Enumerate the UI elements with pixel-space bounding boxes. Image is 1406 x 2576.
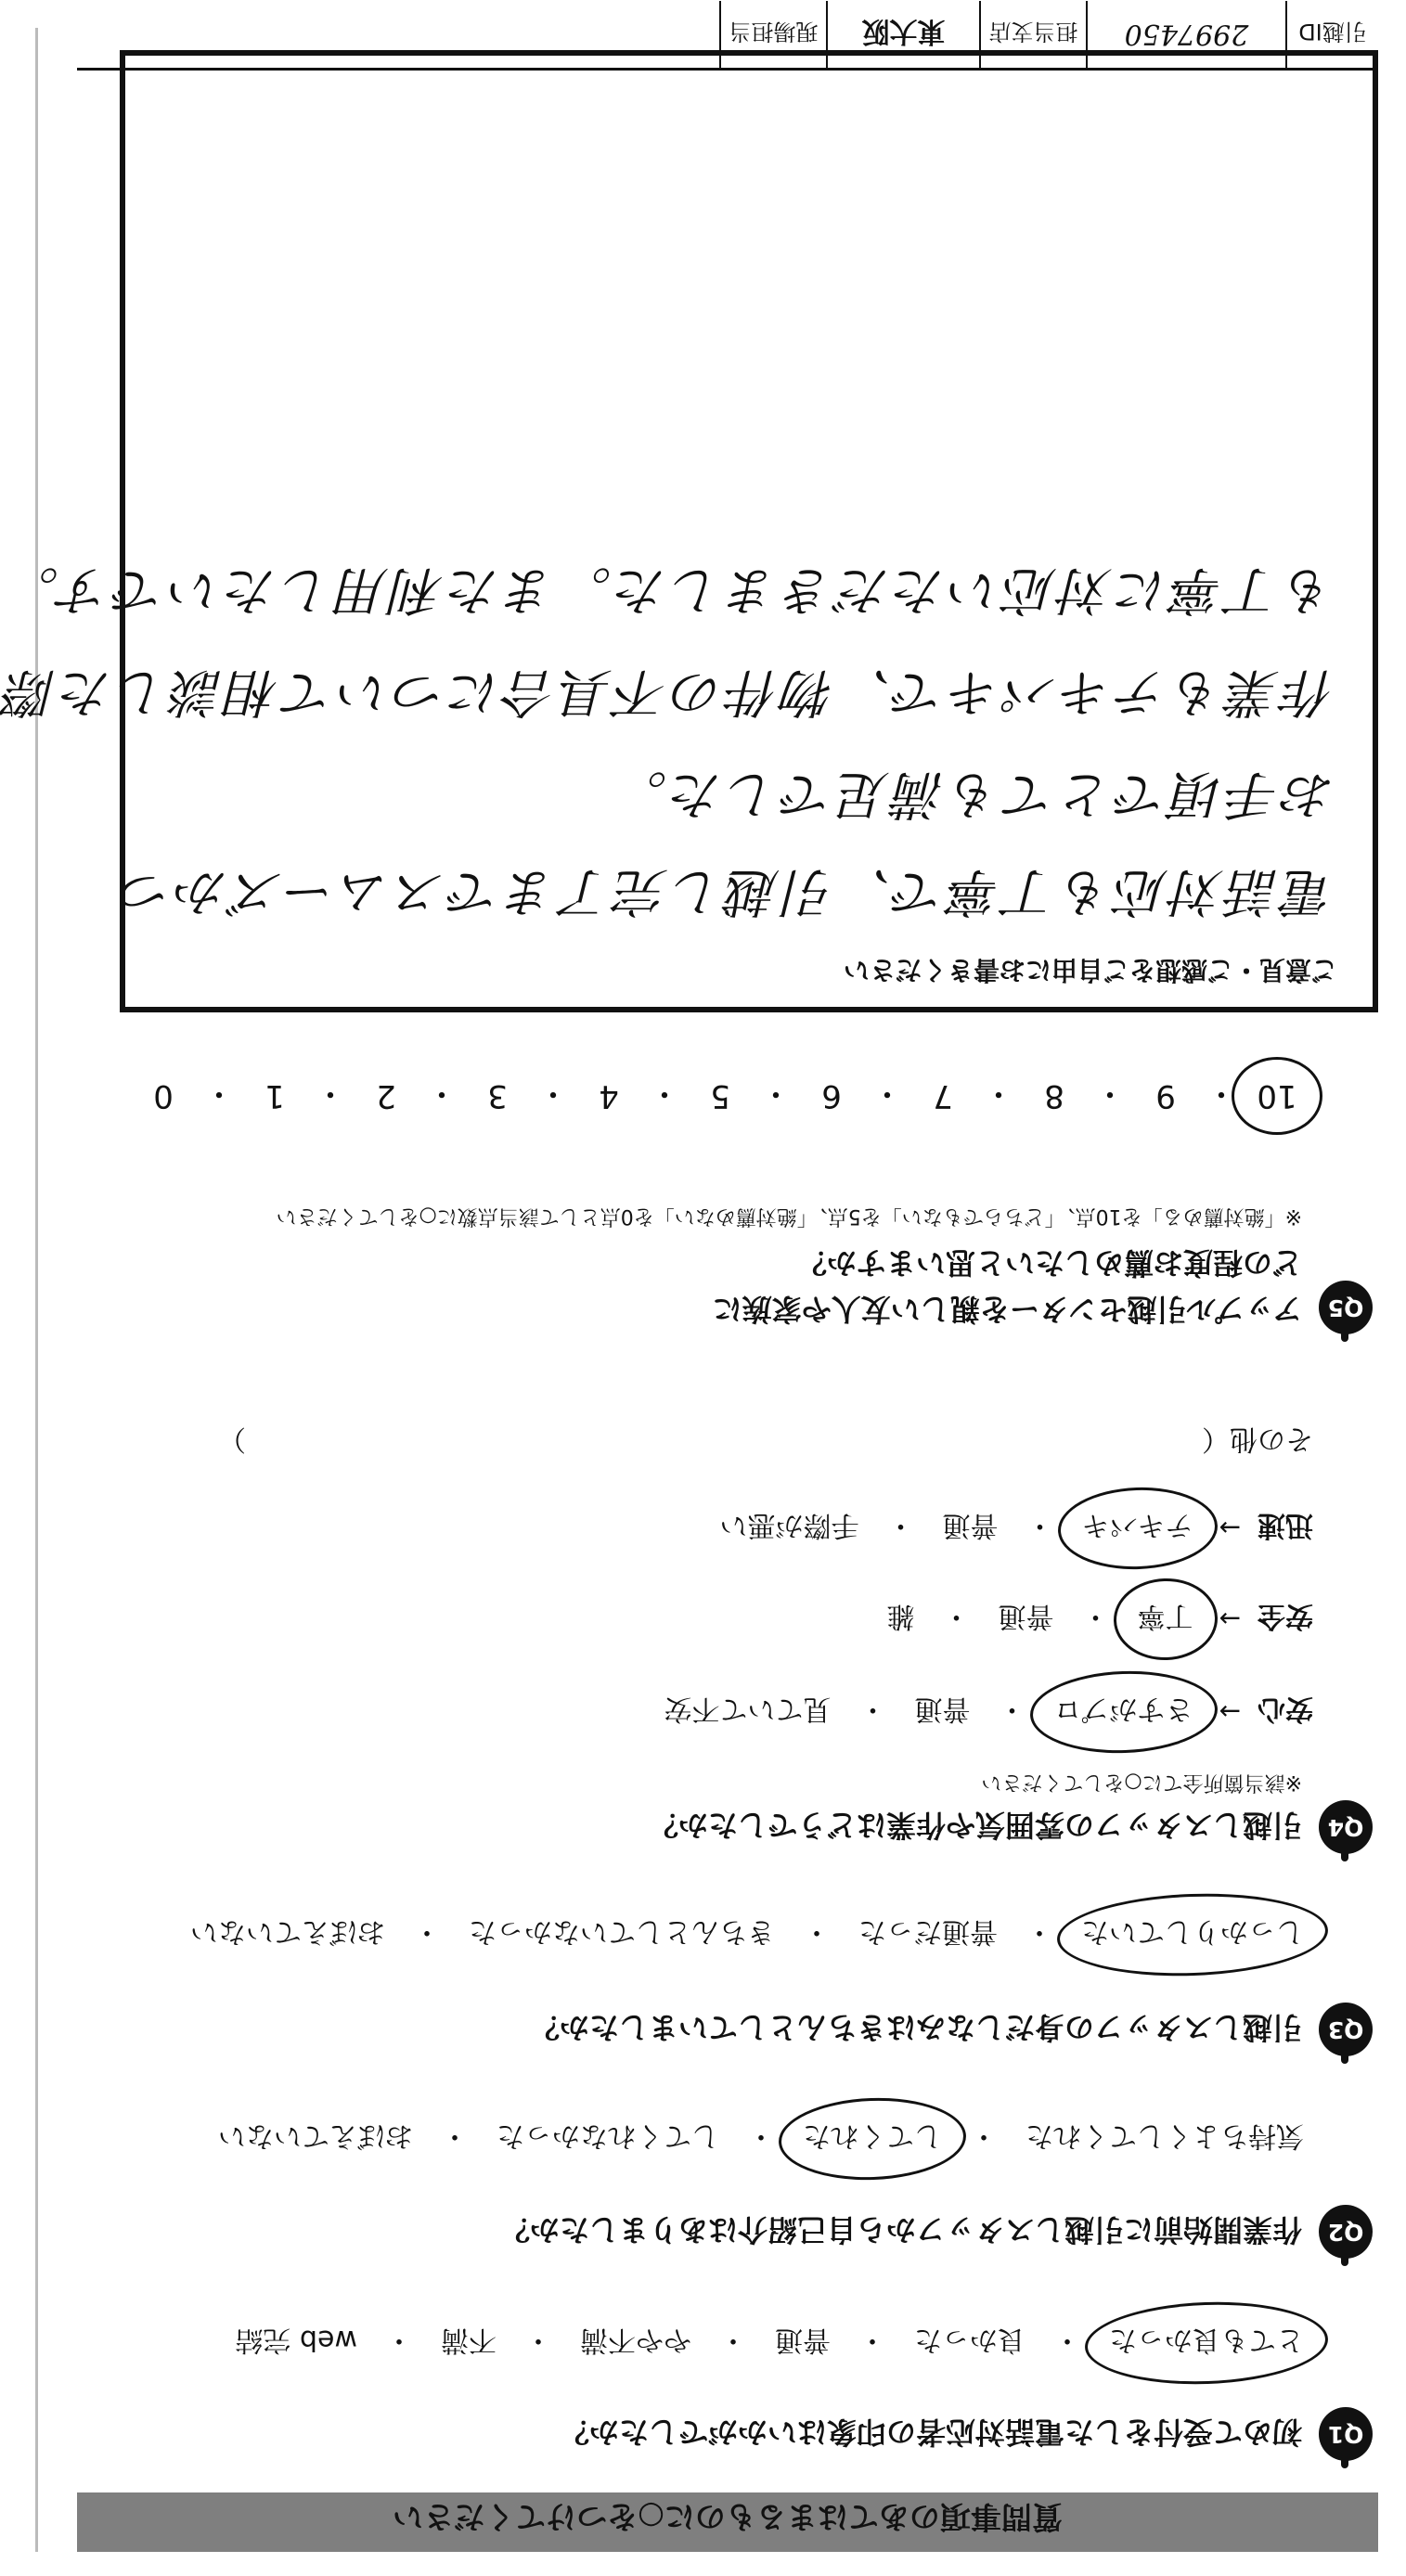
arrow-icon: → (1219, 1513, 1241, 1544)
score-9[interactable]: 9 (1155, 1077, 1176, 1115)
q2-option-did-not[interactable]: してくれなかった (497, 2119, 719, 2152)
q4-row-anzen: 安全 → 丁寧 ・ 普通 ・ 雑 (878, 1595, 1313, 1643)
q2-question: 作業開始前に引越しスタッフから自己紹介はありましたか？ (499, 2212, 1302, 2248)
q1-option-good[interactable]: 良かった (914, 2324, 1025, 2356)
q4-anshin-option-pro[interactable]: さすがプロ (1045, 1688, 1203, 1736)
q3-option-neat[interactable]: しっかりしていた (1072, 1911, 1313, 1959)
comment-label: ご意見・ご感想をご自由にお書きください (843, 955, 1337, 985)
q4-question: 引越しスタッフの雰囲気や作業はどうでしたか？ (648, 1808, 1302, 1843)
q4-category-anzen: 安全 (1258, 1600, 1313, 1632)
q2-option-did[interactable]: してくれた (793, 2115, 951, 2163)
q1-option-dissatisfied[interactable]: 不満 (441, 2324, 497, 2356)
q5-question-line2: どの程度お薦めしたいと思いますか？ (796, 1245, 1302, 1281)
q4-jinsoku-option-clumsy[interactable]: 手際が悪い (719, 1509, 859, 1541)
lead-value[interactable] (77, 1, 719, 68)
score-2[interactable]: 2 (376, 1077, 396, 1115)
q3-option-dont-remember[interactable]: おぼえていない (190, 1915, 385, 1948)
lead-label: 現場担当 (719, 1, 826, 68)
q4-badge: Q4 (1319, 1800, 1373, 1854)
q2-option-pleasant[interactable]: 気持ちよくしてくれた (1025, 2119, 1304, 2152)
score-3[interactable]: 3 (487, 1077, 508, 1115)
q3-options: しっかりしていた ・ 普通だった ・ きちんとしていなかった ・ おぼえていない (181, 1911, 1313, 1959)
score-6[interactable]: 6 (821, 1077, 842, 1115)
q1-question: 初めて受付をした電話対応者の印象はいかがでしたか？ (559, 2415, 1302, 2450)
id-value: 2997450 (1086, 1, 1285, 68)
page-edge (35, 28, 38, 2552)
q4-anzen-option-careful[interactable]: 丁寧 (1129, 1595, 1203, 1643)
q5-score-row: 10 ・ 9 ・ 8 ・ 7 ・ 6 ・ 5 ・ 4 ・ 3 ・ 2 ・ 1 ・ 0 (127, 1074, 1313, 1119)
q2-badge: Q2 (1319, 2205, 1373, 2259)
q4-row-anshin: 安心 → さすがプロ ・ 普通 ・ 見ていて不安 (655, 1688, 1313, 1736)
q1-option-somewhat-dissatisfied[interactable]: やや不満 (580, 2324, 691, 2356)
score-4[interactable]: 4 (599, 1077, 619, 1115)
instruction-header (77, 2492, 1378, 2552)
q1-option-normal[interactable]: 普通 (775, 2324, 831, 2356)
score-5[interactable]: 5 (710, 1077, 730, 1115)
q4-category-jinsoku: 迅速 (1258, 1509, 1313, 1541)
q4-row-jinsoku: 迅速 → テキパキ ・ 普通 ・ 手際が悪い (711, 1504, 1313, 1552)
q4-jinsoku-option-efficient[interactable]: テキパキ (1073, 1504, 1203, 1552)
q1-options: とても良かった ・ 良かった ・ 普通 ・ やや不満 ・ 不満 ・ web 完結 (226, 2319, 1313, 2367)
q5-badge: Q5 (1319, 1281, 1373, 1334)
id-label: 引越ID (1285, 1, 1378, 68)
score-8[interactable]: 8 (1044, 1077, 1064, 1115)
q4-other-label: その他（ (1202, 1423, 1313, 1455)
q3-option-normal[interactable]: 普通だった (858, 1915, 998, 1948)
score-0[interactable]: 0 (153, 1077, 174, 1115)
q4-note: ※該当箇所全てに○をしてください (981, 1771, 1302, 1794)
comment-line-2: お手頃でとても満足でした。 (612, 764, 1335, 824)
score-7[interactable]: 7 (933, 1077, 953, 1115)
q1-option-web[interactable]: web 完結 (235, 2324, 357, 2356)
q4-anshin-option-anxious[interactable]: 見ていて不安 (664, 1693, 832, 1725)
instruction-title: 質問事項のあてはまるものに○をつけてください (393, 2499, 1063, 2535)
comment-line-1: 電話対応も丁寧で、引越し完了までスムーズかつ (116, 861, 1335, 921)
score-10[interactable]: 10 (1241, 1078, 1313, 1115)
q3-badge: Q3 (1319, 2003, 1373, 2056)
q4-other-row (218, 1422, 1313, 1462)
q2-option-dont-remember[interactable]: おぼえていない (218, 2119, 413, 2152)
arrow-icon: → (1219, 1604, 1241, 1635)
q3-option-not-neat[interactable]: きちんとしていなかった (469, 1915, 775, 1948)
id-table (77, 0, 1378, 71)
comment-line-3: 作業もテキパキで、物件の不具合について相談した際 (1, 662, 1335, 722)
comment-box[interactable] (1, 50, 1378, 1012)
q5-note: ※「絶対薦める」を10点、「どちらでもない」を5点、「絶対薦めない」を0点として該当点数に○をしてください (276, 1204, 1302, 1228)
comment-line-4: も丁寧に対応いただきました。また利用したいです。 (3, 560, 1335, 620)
q1-badge: Q1 (1319, 2407, 1373, 2461)
q3-question: 引越しスタッフの身だしなみはきちんとしていましたか？ (529, 2010, 1302, 2045)
branch-label: 担当支店 (979, 1, 1086, 68)
q4-anzen-option-rough[interactable]: 雑 (886, 1600, 915, 1632)
arrow-icon: → (1219, 1696, 1241, 1728)
q4-other-close: ） (218, 1423, 246, 1455)
q4-category-anshin: 安心 (1258, 1693, 1313, 1725)
q4-jinsoku-option-normal[interactable]: 普通 (942, 1509, 999, 1541)
q4-anzen-option-normal[interactable]: 普通 (998, 1600, 1054, 1632)
q5-question-line1: アップル引越センターを親しい友人や家族に (712, 1292, 1302, 1327)
branch-value: 東大阪 (826, 1, 979, 68)
q1-option-very-good[interactable]: とても良かった (1100, 2319, 1313, 2367)
q4-anshin-option-normal[interactable]: 普通 (914, 1693, 971, 1725)
q2-options: 気持ちよくしてくれた ・ してくれた ・ してくれなかった ・ おぼえていない (209, 2115, 1313, 2163)
score-1[interactable]: 1 (264, 1077, 285, 1115)
